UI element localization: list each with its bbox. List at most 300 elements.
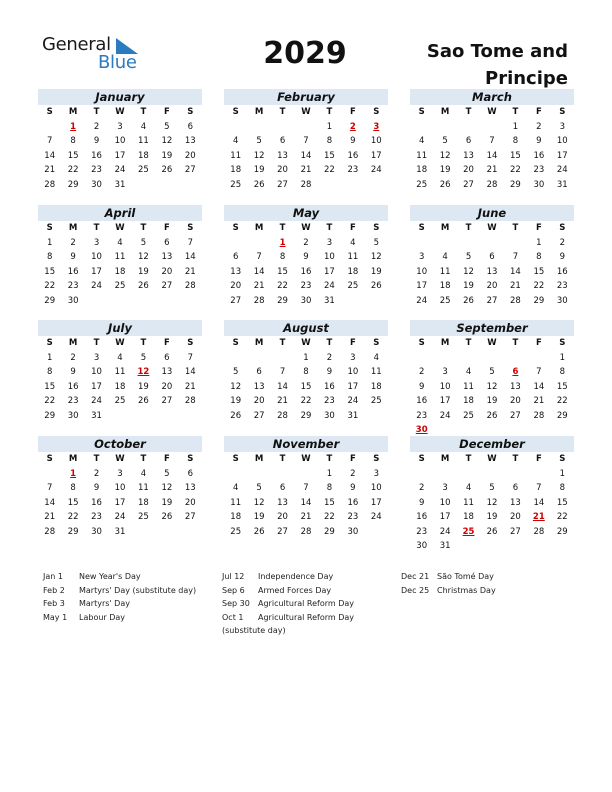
day-cell: 30: [347, 526, 359, 537]
weekday-header: S: [187, 454, 194, 464]
day-cell: 11: [463, 497, 474, 508]
holiday-date: Dec 25: [401, 585, 430, 595]
weekday-header: W: [301, 107, 311, 117]
day-cell: 2: [326, 352, 333, 363]
day-cell: 10: [370, 136, 382, 146]
day-cell: 6: [465, 136, 472, 146]
day-cell: 6: [279, 136, 286, 146]
holiday-entry: [401, 570, 496, 584]
month-grid: [224, 452, 388, 539]
holiday-entry: [222, 570, 354, 584]
holiday-name: Labour Day: [79, 612, 126, 622]
month-grid: [410, 105, 574, 192]
weekday-header: S: [373, 223, 380, 233]
day-cell: 28: [533, 526, 545, 537]
day-cell: 24: [324, 281, 335, 291]
day-cell: 27: [277, 526, 288, 537]
day-cell: 15: [300, 381, 312, 392]
empty-cell: [224, 236, 247, 251]
country-name-line1: Sao Tome and: [426, 41, 568, 62]
day-cell: 27: [510, 410, 521, 421]
day-cell: 17: [370, 150, 382, 161]
holiday-date: Sep 6: [222, 585, 245, 595]
day-cell: 14: [533, 497, 545, 508]
day-cell: 28: [486, 179, 498, 190]
day-cell: 5: [256, 483, 262, 493]
day-cell: 26: [253, 179, 265, 190]
weekday-header: W: [115, 223, 125, 233]
day-cell: 22: [510, 165, 521, 175]
day-cell: 20: [277, 165, 288, 175]
brand-logo: [42, 34, 142, 74]
day-cell: 1: [559, 468, 565, 479]
day-cell: 21: [184, 266, 196, 277]
day-cell: 6: [489, 252, 495, 262]
day-cell: 3: [442, 367, 448, 377]
day-cell: 15: [324, 150, 335, 161]
weekday-header: T: [512, 223, 519, 233]
day-cell: 5: [489, 367, 495, 377]
month-march: [410, 89, 574, 192]
day-cell: 2: [70, 237, 76, 248]
day-cell: 20: [253, 396, 265, 406]
weekday-header: M: [440, 454, 450, 464]
holiday-date: Feb 2: [43, 585, 65, 595]
day-cell: 21: [300, 165, 312, 175]
day-cell: 13: [161, 252, 173, 262]
holiday-name: New Year's Day: [79, 572, 141, 581]
country-name: [368, 38, 568, 92]
day-cell: 23: [533, 165, 545, 175]
empty-cell: [38, 467, 61, 482]
day-cell: 15: [533, 266, 545, 277]
holiday-entry: [222, 611, 354, 625]
month-title: November: [224, 436, 388, 452]
weekday-header: W: [301, 454, 311, 464]
day-cell: 3: [93, 237, 100, 248]
day-cell: 14: [533, 381, 545, 392]
weekday-header: W: [487, 338, 497, 348]
day-cell: 1: [47, 237, 53, 248]
day-cell: 2: [419, 367, 425, 377]
day-cell: 5: [489, 483, 495, 493]
day-cell: 4: [233, 483, 239, 493]
empty-cell: [247, 467, 270, 482]
day-cell: 4: [117, 237, 123, 248]
day-cell: 14: [184, 367, 196, 377]
month-title: June: [410, 205, 574, 221]
holiday-entry: [43, 584, 196, 598]
holiday-date: Feb 3: [43, 599, 65, 608]
day-cell: 9: [326, 367, 333, 377]
day-cell: 29: [510, 179, 521, 190]
month-grid: [38, 105, 202, 192]
day-cell: 14: [253, 266, 265, 277]
weekday-header: F: [163, 454, 170, 464]
day-cell: 5: [465, 252, 472, 262]
day-cell: 22: [67, 165, 79, 175]
day-cell: 29: [300, 410, 312, 421]
day-cell: 22: [44, 281, 56, 291]
day-cell: 5: [256, 136, 262, 146]
day-cell: 31: [114, 526, 126, 537]
weekday-header: W: [115, 107, 125, 117]
weekday-header: M: [440, 223, 450, 233]
weekday-header: T: [140, 107, 147, 117]
holiday-day-cell: 1: [70, 121, 77, 132]
day-cell: 1: [536, 237, 542, 248]
weekday-header: F: [535, 107, 542, 117]
holiday-day-cell: 3: [373, 121, 380, 132]
weekday-header: S: [187, 107, 194, 117]
day-cell: 1: [303, 352, 309, 363]
day-cell: 13: [510, 497, 521, 508]
day-cell: 12: [161, 483, 173, 493]
day-cell: 1: [326, 121, 333, 132]
day-cell: 17: [114, 150, 126, 161]
empty-cell: [247, 351, 270, 366]
day-cell: 12: [138, 252, 149, 262]
day-cell: 30: [556, 295, 568, 306]
weekday-header: W: [487, 454, 497, 464]
day-cell: 19: [161, 150, 173, 161]
month-title: April: [38, 205, 202, 221]
day-cell: 7: [47, 483, 53, 493]
day-cell: 23: [416, 526, 428, 537]
day-cell: 27: [161, 281, 173, 291]
weekday-header: T: [93, 338, 100, 348]
day-cell: 10: [91, 367, 102, 377]
day-cell: 25: [230, 526, 242, 537]
weekday-header: S: [232, 338, 239, 348]
holiday-date: May 1: [43, 612, 68, 622]
holiday-date: Dec 21: [401, 572, 430, 581]
day-cell: 26: [138, 281, 149, 291]
day-cell: 17: [324, 266, 335, 277]
month-july: [38, 320, 202, 423]
holiday-name: Christmas Day: [437, 585, 496, 595]
weekday-header: T: [93, 454, 100, 464]
weekday-header: M: [254, 107, 264, 117]
day-cell: 6: [233, 252, 239, 262]
day-cell: 5: [373, 237, 379, 248]
weekday-header: S: [559, 107, 566, 117]
day-cell: 30: [300, 295, 312, 306]
day-cell: 22: [533, 281, 545, 291]
day-cell: 14: [486, 150, 498, 161]
day-cell: 28: [300, 526, 312, 537]
weekday-header: T: [279, 338, 286, 348]
day-cell: 8: [326, 483, 333, 493]
day-cell: 20: [510, 512, 521, 522]
month-december: [410, 436, 574, 554]
empty-cell: [504, 351, 527, 366]
day-cell: 23: [67, 281, 79, 291]
empty-cell: [224, 120, 247, 135]
weekday-header: S: [418, 338, 425, 348]
empty-cell: [433, 351, 456, 366]
day-cell: 28: [300, 179, 312, 190]
weekday-header: F: [163, 338, 170, 348]
month-title: February: [224, 89, 388, 105]
holiday-day-cell: 1: [279, 237, 286, 248]
holiday-name: Martyrs' Day (substitute day): [79, 585, 197, 595]
weekday-header: T: [512, 107, 519, 117]
day-cell: 26: [253, 526, 265, 537]
empty-cell: [410, 236, 433, 251]
weekday-header: S: [418, 223, 425, 233]
weekday-header: T: [326, 454, 333, 464]
empty-cell: [480, 236, 503, 251]
day-cell: 22: [324, 512, 335, 522]
weekday-header: S: [232, 107, 239, 117]
day-cell: 17: [416, 281, 428, 291]
day-cell: 7: [536, 483, 542, 493]
day-cell: 25: [138, 165, 149, 175]
day-cell: 10: [114, 136, 126, 146]
day-cell: 24: [370, 165, 382, 175]
day-cell: 17: [439, 396, 451, 406]
month-title: January: [38, 89, 202, 105]
day-cell: 23: [556, 281, 568, 291]
empty-cell: [271, 467, 294, 482]
weekday-header: S: [187, 223, 194, 233]
day-cell: 18: [463, 396, 474, 406]
day-cell: 4: [419, 136, 425, 146]
day-cell: 22: [277, 281, 288, 291]
weekday-header: M: [68, 454, 78, 464]
day-cell: 28: [44, 526, 56, 537]
holiday-name: Independence Day: [258, 572, 334, 581]
weekday-header: M: [254, 454, 264, 464]
day-cell: 23: [324, 396, 335, 406]
day-cell: 26: [370, 281, 382, 291]
day-cell: 29: [44, 410, 56, 421]
day-cell: 14: [300, 497, 312, 508]
holiday-entry: [222, 584, 354, 598]
day-cell: 13: [253, 381, 265, 392]
holiday-entry: [43, 611, 196, 625]
day-cell: 3: [326, 237, 333, 248]
holiday-day-cell: 25: [462, 526, 475, 537]
day-cell: 2: [419, 483, 425, 493]
day-cell: 18: [138, 150, 149, 161]
empty-cell: [480, 351, 503, 366]
day-cell: 3: [419, 252, 425, 262]
day-cell: 15: [277, 266, 288, 277]
day-cell: 22: [556, 396, 568, 406]
month-grid: [224, 336, 388, 423]
day-cell: 21: [486, 165, 498, 175]
weekday-header: T: [93, 223, 100, 233]
day-cell: 23: [347, 512, 359, 522]
day-cell: 26: [161, 512, 173, 522]
day-cell: 18: [230, 512, 242, 522]
day-cell: 2: [559, 237, 565, 248]
day-cell: 10: [556, 136, 568, 146]
day-cell: 17: [370, 497, 382, 508]
day-cell: 14: [184, 252, 196, 262]
day-cell: 2: [536, 121, 542, 132]
month-may: [224, 205, 388, 308]
holiday-day-cell: 12: [137, 367, 150, 377]
day-cell: 15: [556, 497, 568, 508]
day-cell: 12: [161, 136, 173, 146]
day-cell: 20: [486, 281, 498, 291]
day-cell: 9: [559, 252, 565, 262]
day-cell: 24: [114, 512, 126, 522]
day-cell: 30: [416, 541, 428, 551]
month-title: October: [38, 436, 202, 452]
month-september: [410, 320, 574, 438]
weekday-header: S: [373, 338, 380, 348]
holiday-day-cell: 1: [70, 468, 77, 479]
day-cell: 20: [161, 381, 173, 392]
day-cell: 16: [416, 512, 428, 522]
day-cell: 9: [419, 497, 425, 508]
day-cell: 8: [512, 136, 519, 146]
day-cell: 11: [347, 252, 359, 262]
day-cell: 4: [373, 352, 379, 363]
empty-cell: [410, 351, 433, 366]
weekday-header: S: [46, 107, 53, 117]
day-cell: 29: [556, 526, 568, 537]
weekday-header: F: [535, 338, 542, 348]
day-cell: 7: [279, 367, 286, 377]
day-cell: 21: [277, 396, 288, 406]
day-cell: 16: [324, 381, 335, 392]
holiday-name: Agricultural Reform Day: [258, 612, 355, 622]
empty-cell: [247, 236, 270, 251]
holiday-name-continuation: (substitute day): [222, 626, 286, 635]
day-cell: 23: [416, 410, 428, 421]
month-grid: [410, 221, 574, 308]
day-cell: 11: [439, 266, 451, 277]
day-cell: 26: [439, 179, 451, 190]
day-cell: 13: [277, 497, 288, 508]
day-cell: 14: [510, 266, 521, 277]
empty-cell: [271, 120, 294, 135]
day-cell: 29: [324, 526, 335, 537]
day-cell: 16: [91, 497, 102, 508]
day-cell: 21: [44, 165, 56, 175]
day-cell: 9: [536, 136, 542, 146]
empty-cell: [527, 467, 550, 482]
day-cell: 7: [256, 252, 262, 262]
holiday-column: [43, 570, 196, 624]
month-grid: [224, 105, 388, 192]
day-cell: 18: [463, 512, 474, 522]
weekday-header: W: [301, 223, 311, 233]
day-cell: 12: [370, 252, 382, 262]
day-cell: 6: [512, 483, 519, 493]
day-cell: 23: [91, 512, 102, 522]
day-cell: 10: [324, 252, 335, 262]
day-cell: 19: [230, 396, 242, 406]
day-cell: 30: [67, 410, 79, 421]
weekday-header: M: [254, 223, 264, 233]
day-cell: 27: [463, 179, 474, 190]
day-cell: 4: [233, 136, 239, 146]
weekday-header: W: [115, 454, 125, 464]
day-cell: 28: [510, 295, 521, 306]
day-cell: 6: [164, 352, 170, 363]
day-cell: 1: [326, 468, 333, 479]
weekday-header: S: [373, 107, 380, 117]
day-cell: 14: [277, 381, 288, 392]
month-october: [38, 436, 202, 539]
holiday-day-cell: 2: [349, 121, 356, 132]
day-cell: 28: [277, 410, 288, 421]
empty-cell: [247, 120, 270, 135]
day-cell: 21: [510, 281, 521, 291]
holiday-entry: [43, 570, 196, 584]
day-cell: 24: [114, 165, 126, 175]
weekday-header: W: [115, 338, 125, 348]
holiday-entry: [401, 584, 496, 598]
day-cell: 9: [93, 136, 100, 146]
day-cell: 24: [370, 512, 382, 522]
day-cell: 11: [230, 497, 242, 508]
day-cell: 31: [114, 179, 126, 190]
day-cell: 5: [140, 237, 147, 248]
day-cell: 27: [253, 410, 265, 421]
day-cell: 8: [559, 483, 565, 493]
day-cell: 29: [556, 410, 568, 421]
day-cell: 11: [370, 367, 382, 377]
empty-cell: [410, 120, 433, 135]
day-cell: 11: [138, 483, 149, 493]
day-cell: 6: [164, 237, 170, 248]
day-cell: 29: [67, 526, 79, 537]
weekday-header: T: [465, 338, 472, 348]
day-cell: 19: [463, 281, 474, 291]
day-cell: 14: [44, 497, 56, 508]
day-cell: 16: [416, 396, 428, 406]
day-cell: 13: [486, 266, 498, 277]
day-cell: 8: [326, 136, 333, 146]
weekday-header: T: [512, 454, 519, 464]
day-cell: 28: [184, 396, 196, 406]
day-cell: 8: [279, 252, 286, 262]
day-cell: 19: [439, 165, 451, 175]
day-cell: 15: [324, 497, 335, 508]
day-cell: 10: [91, 252, 102, 262]
day-cell: 23: [300, 281, 312, 291]
day-cell: 29: [277, 295, 288, 306]
day-cell: 19: [370, 266, 382, 277]
empty-cell: [504, 467, 527, 482]
day-cell: 4: [140, 121, 147, 132]
day-cell: 2: [350, 468, 356, 479]
day-cell: 12: [486, 497, 498, 508]
weekday-header: M: [68, 107, 78, 117]
weekday-header: M: [254, 338, 264, 348]
day-cell: 3: [93, 352, 100, 363]
day-cell: 12: [230, 381, 242, 392]
day-cell: 20: [463, 165, 474, 175]
day-cell: 16: [67, 381, 79, 392]
day-cell: 23: [347, 165, 359, 175]
weekday-header: F: [163, 223, 170, 233]
month-grid: [410, 336, 574, 438]
weekday-header: W: [301, 338, 311, 348]
day-cell: 24: [91, 396, 102, 406]
day-cell: 22: [44, 396, 56, 406]
day-cell: 3: [442, 483, 448, 493]
weekday-header: T: [465, 223, 472, 233]
day-cell: 1: [512, 121, 519, 132]
